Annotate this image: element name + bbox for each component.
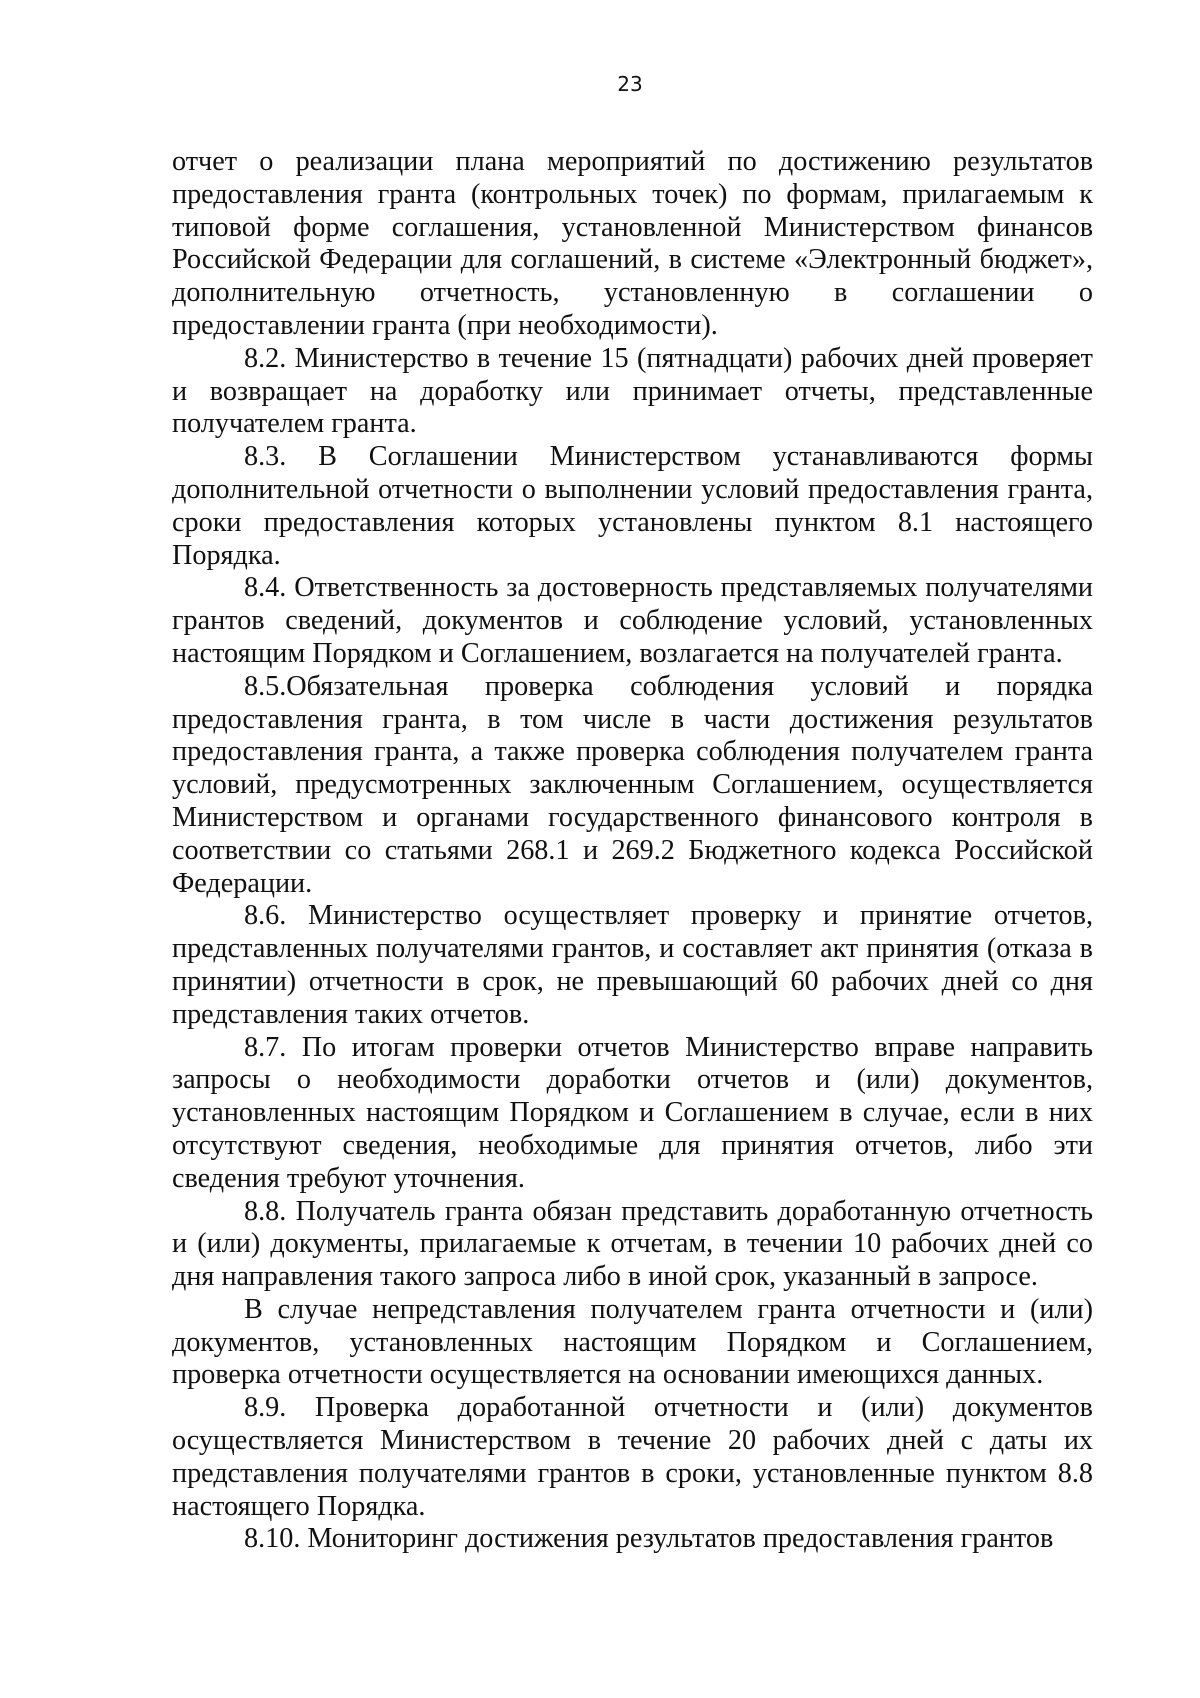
paragraph-continuation: отчет о реализации плана мероприятий по достижению результатов предоставления гранта (контрольных точек) по формам, прилагаемым к типовой форме соглашения, установленной Министерством финансов Российской Федерации для соглашений, в системе «Электронный бюджет», дополнительную отчетность, установленную в соглашении о предоставлении гранта (при необходимости). <box>172 146 1093 341</box>
paragraph-8-8: 8.8. Получатель гранта обязан представить доработанную отчетность и (или) документы, прилагаемые к отчетам, в течении 10 рабочих дней со дня направления такого запроса либо в иной срок, указанный в запросе. <box>172 1195 1093 1293</box>
paragraph-8-2: 8.2. Министерство в течение 15 (пятнадцати) рабочих дней проверяет и возвращает на доработку или принимает отчеты, представленные получателем гранта. <box>172 342 1093 440</box>
page-number: 23 <box>617 72 643 96</box>
paragraph-8-9: 8.9. Проверка доработанной отчетности и (или) документов осуществляется Министерством в течение 20 рабочих дней с даты их представления получателями грантов в сроки, установленные пунктом 8.8 настоящего Порядка. <box>172 1392 1093 1522</box>
document-body <box>172 146 1093 1556</box>
paragraph-8-10: 8.10. Мониторинг достижения результатов предоставления грантов <box>244 1523 1054 1555</box>
paragraph-8-4: 8.4. Ответственность за достоверность представляемых получателями грантов сведений, документов и соблюдение условий, установленных настоящим Порядком и Соглашением, возлагается на получателей гранта. <box>172 572 1093 669</box>
paragraph-8-8-addendum: В случае непредставления получателем гранта отчетности и (или) документов, установленных настоящим Порядком и Соглашением, проверка отчетности осуществляется на основании имеющихся данных. <box>172 1293 1093 1391</box>
paragraph-8-3: 8.3. В Соглашении Министерством устанавливаются формы дополнительной отчетности о выполнении условий предоставления гранта, сроки предоставления которых установлены пунктом 8.1 настоящего Порядка. <box>172 441 1093 571</box>
paragraph-8-7: 8.7. По итогам проверки отчетов Министерство вправе направить запросы о необходимости доработки отчетов и (или) документов, установленных настоящим Порядком и Соглашением в случае, если в них отсутствуют сведения, необходимые для принятия отчетов, либо эти сведения требуют уточнения. <box>172 1031 1093 1194</box>
paragraph-8-6: 8.6. Министерство осуществляет проверку и принятие отчетов, представленных получателями грантов, и составляет акт принятия (отказа в принятии) отчетности в срок, не превышающий 60 рабочих дней со дня представления таких отчетов. <box>172 900 1093 1030</box>
paragraph-8-5: 8.5.Обязательная проверка соблюдения условий и порядка предоставления гранта, в том числе в части достижения результатов предоставления гранта, а также проверка соблюдения получателем гранта условий, предусмотренных заключенным Соглашением, осуществляется Министерством и органами государственного финансового контроля в соответствии со статьями 268.1 и 269.2 Бюджетного кодекса Российской Федерации. <box>172 670 1093 899</box>
